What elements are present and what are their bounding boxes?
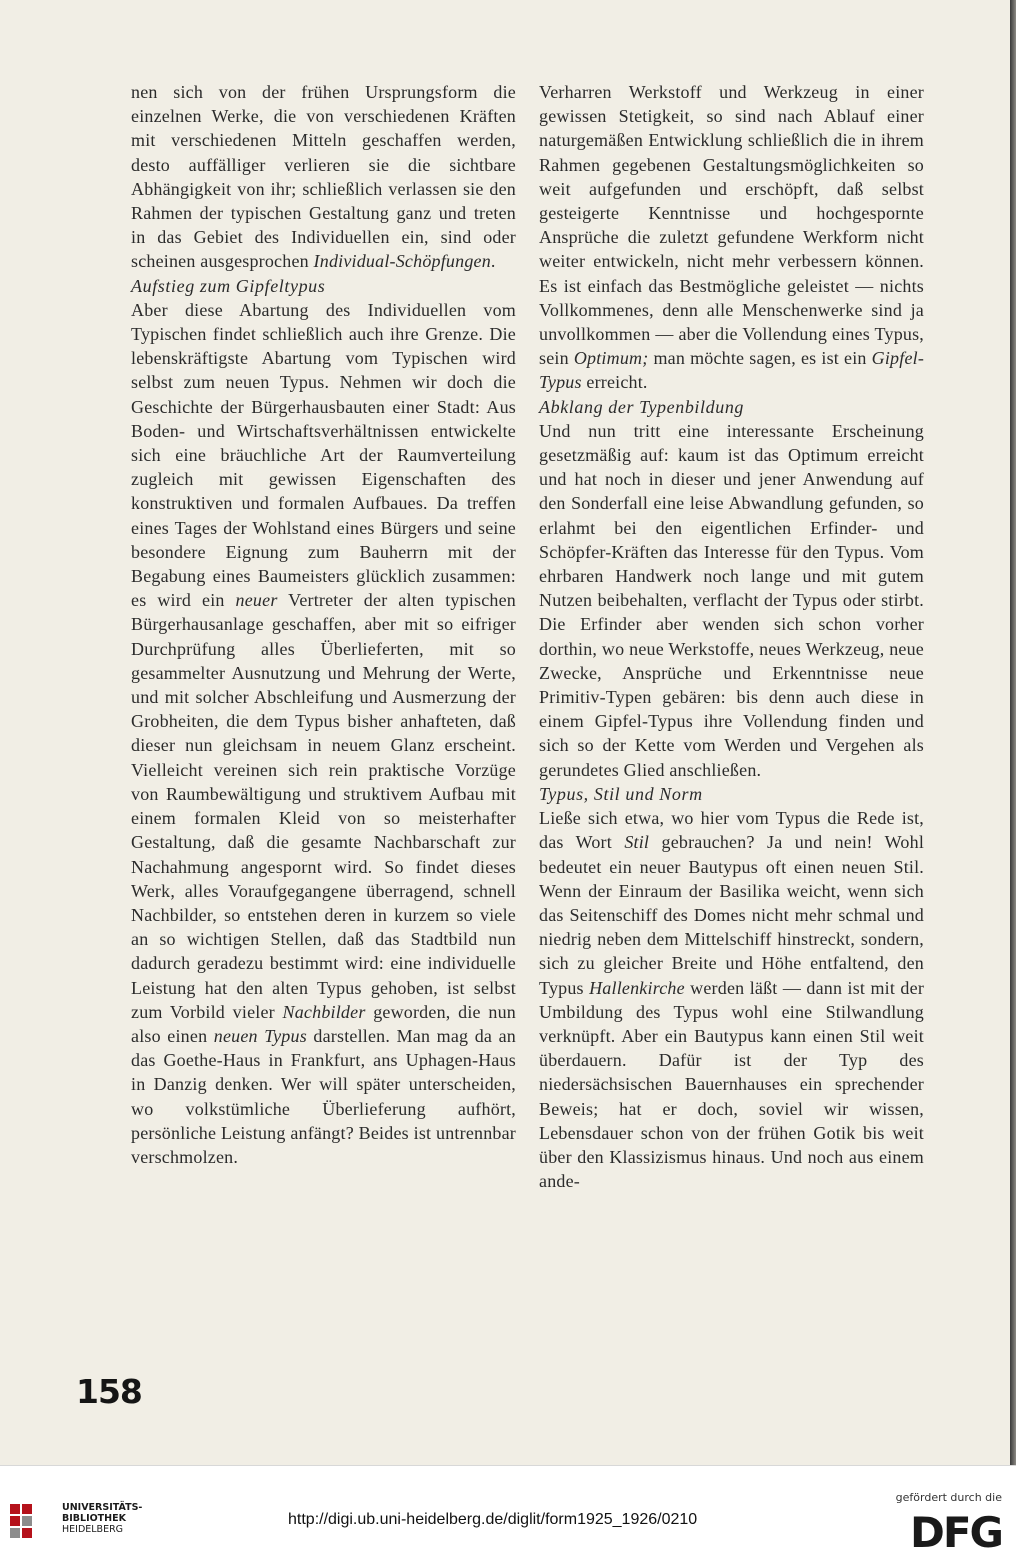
emphasis: Stil [624, 832, 650, 853]
dfg-logo-icon: DFG [909, 1508, 1002, 1557]
library-name [62, 1502, 142, 1535]
emphasis: Hallenkirche [589, 977, 685, 998]
text: man möchte sagen, es ist ein [653, 348, 867, 369]
right-column [539, 80, 924, 1193]
source-url[interactable]: http://digi.ub.uni-heidelberg.de/diglit/form1925_1926/0210 [288, 1511, 698, 1528]
emphasis: Individual-Schöpfungen [313, 251, 491, 272]
section-heading: Aufstieg zum Gipfeltypus [131, 275, 326, 296]
text: nen sich von der frühen Ursprungsform die einzelnen Werke, die von verschiedenen Kräften mit verschiedenen Mitteln geschaffen werden, desto auffälliger verlieren sie die sichtbare Abhängigkeit von ihr; schließlich verlassen sie den Rahmen der typischen Gestaltung ganz und treten in das Gebiet des Individuellen ein, sind oder scheinen ausgesprochen [131, 82, 516, 272]
text: Aber diese Abartung des Individuellen vom Typischen findet schließlich auch ihre Grenze. Die lebenskräftigste Abartung vom Typischen wird selbst zum neuen Typus. Nehmen wir doch die Geschichte der Bürgerhausbauten einer Stadt: Aus Boden- und Wirtschaftsverhältnissen entwickelte sich eine bräuchliche Art der Raumverteilung zugleich mit gewissen Eigenschaften des konstruktiven und formalen Aufbaues. Da treffen eines Tages der Wohlstand eines Bürgers und seine besondere Eignung zum Bauherrn mit der Begabung eines Baumeisters glücklich zusammen: es wird ein [131, 299, 516, 611]
text: erreicht. [586, 372, 648, 393]
sponsor-note: gefördert durch die [895, 1491, 1002, 1504]
section-heading: Abklang der Typenbildung [539, 396, 745, 417]
page-number: 158 [76, 1372, 142, 1411]
emphasis: neuer [235, 590, 278, 611]
text: Verharren Werkstoff und Werkzeug in einer gewissen Stetigkeit, so sind nach Ablauf einer naturgemäßen Entwicklung schließlich die in ihrem Rahmen gegebenen Gestaltungsmöglichkeiten so weit aufgefunden und erschöpft, daß selbst gesteigerte Kenntnisse und hochgespornte Ansprüche die zuletzt gefundene Werkform nicht weiter entwickeln, nicht mehr verbessern können. Es ist einfach das Bestmögliche geleistet — nichts Vollkommenes, denn alle Menschenwerke sind ja unvollkommen — aber die Vollendung eines Typus, sein [539, 82, 924, 369]
library-name-line: HEIDELBERG [62, 1524, 124, 1535]
paragraph [539, 80, 924, 395]
emphasis: Nachbilder [282, 1001, 366, 1022]
paragraph: Und nun tritt eine interessante Erscheinung gesetzmäßig auf: kaum ist das Optimum erreicht und hat noch in dieser und jener Anwendung auf den Sonderfall eine leise Abwandlung gefunden, so erlahmt bei den eigentlichen Erfinder- und Schöpfer-Kräften das Interesse für den Typus. Vom ehrbaren Handwerk noch lange und mit gutem Nutzen beibehalten, verflacht der Typus oder stirbt. Die Erfinder aber wenden sich schon vorher dorthin, wo neue Werkstoffe, neues Werkzeug, neue Zwecke, Ansprüche und Erkenntnisse neue Primitiv-Typen gebären: bis denn auch diese in einem Gipfel-Typus ihre Vollendung finden und sich so der Kette vom Werden und Vergehen als gerundetes Glied anschließen. [539, 420, 924, 780]
emphasis: neuen Typus [213, 1025, 307, 1046]
library-name-line: BIBLIOTHEK [62, 1513, 126, 1524]
university-library-logo-icon [8, 1500, 56, 1544]
text: werden läßt — dann ist mit der Umbildung des Typus wohl eine Stilwandlung verknüpft. Aber ein Bautypus kann einen Stil weit überdauern. Dafür ist der Typ des niedersächsischen Bauernhauses ein sprechender Beweis; hat er doch, soviel wir wissen, Lebensdauer schon von der frühen Gotik bis weit über den Klassizismus hinaus. Und noch aus einem ande- [539, 977, 925, 1192]
library-name-line: UNIVERSITÄTS- [62, 1502, 143, 1513]
text: gebrauchen? Ja und nein! Wohl bedeutet ein neuer Bautypus oft einen neuen Stil. Wenn der Einraum der Basilika weicht, wenn sich das Seitenschiff des Domes nicht mehr schmal und niedrig neben dem Mittelschiff hinstreckt, sondern, sich zu gleicher Breite und Höhe entfaltend, den Typus [539, 832, 925, 998]
left-column [131, 80, 516, 1169]
scan-edge [1010, 0, 1016, 1465]
paragraph [539, 806, 924, 1193]
emphasis: Optimum; [573, 348, 649, 369]
text: Vertreter der alten typischen Bürgerhausanlage geschaffen, aber mit so eifriger Durchprüfung alles Überlieferten, mit so gesammelter Ausnutzung und Mehrung der Werte, und mit solcher Abschleifung und Ausmerzung der Grobheiten, die dem Typus bisher anhafteten, daß dieser nun gleichsam in neuem Glanz erscheint. Vielleicht vereinen sich rein praktische Vorzüge von Raumbewältigung und struktivem Aufbau mit einem formalen Kleid von so meisterhafter Gestaltung, daß die gesamte Nachbarschaft zur Nachahmung angespornt wird. So findet dieses Werk, alles Voraufgegangene überragend, schnell Nachbilder, so entstehen deren in kurzem so viele an so wichtigen Stellen, daß das Stadtbild nun dadurch geradezu bestimmt wird: eine individuelle Leistung hat den alten Typus gehoben, ist selbst zum Vorbild vieler [131, 590, 516, 1022]
text: . [490, 251, 496, 272]
paragraph [131, 298, 516, 1169]
text: darstellen. Man mag da an das Goethe-Haus in Frankfurt, ans Uphagen-Haus in Danzig denken. Wer will später unterscheiden, wo volkstümliche Überlieferung aufhört, persönliche Leistung anfängt? Beides ist untrennbar verschmolzen. [131, 1025, 516, 1167]
emphasis: Gipfel-Typus [539, 348, 925, 393]
footer [0, 1465, 1016, 1568]
paragraph [131, 80, 516, 274]
text: geworden, die nun also einen [131, 1001, 516, 1046]
section-heading: Typus, Stil und Norm [539, 783, 703, 804]
text: Ließe sich etwa, wo hier vom Typus die Rede ist, das Wort [539, 808, 924, 853]
